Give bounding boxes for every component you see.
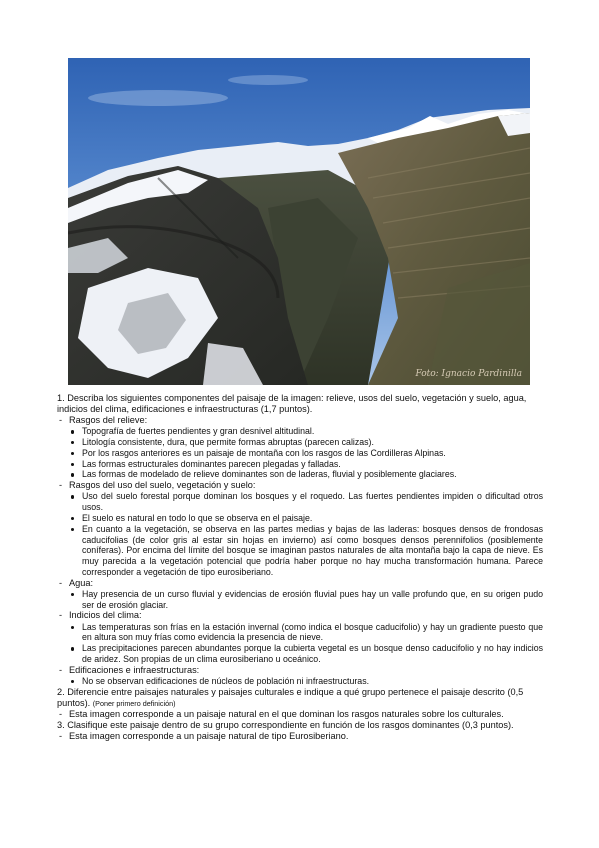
landscape-photo [68,58,530,385]
edificaciones-heading: - Edificaciones e infraestructuras: [57,665,543,676]
list-item: En cuanto a la vegetación, se observa en las partes medias y bajas de las laderas: bosques densos de frondosas caducifolias (de color gris al estar sin hojas en invierno) así como bosques densos perennifolios (posiblemente coníferas). Por encima del límite del bosque se imaginan pastos naturales de alta montaña bajo la capa de nieve. Es muy parecida a la vegetación potencial que podría haber porque no hay mucha transformación humana. Parece corresponder a vegetación de tipo eurosiberiano. [57,524,543,578]
agua-heading: - Agua: [57,578,543,589]
list-item: Las formas de modelado de relieve dominantes son de laderas, fluvial y posiblemente glaciares. [57,469,543,480]
list-item: Hay presencia de un curso fluvial y evidencias de erosión fluvial pues hay un valle profundo que, en su origen pudo ser de erosión glaciar. [57,589,543,611]
edificaciones-list [57,676,543,687]
uso-suelo-list [57,491,543,577]
relieve-section [57,415,543,426]
question-3-answer-list [57,731,543,742]
list-item: Litología consistente, dura, que permite formas abruptas (parecen calizas). [57,437,543,448]
list-item: Las precipitaciones parecen abundantes porque la cubierta vegetal es un bosque denso caducifolio y no hay indicios de aridez. Son propias de un clima eurosiberiano u oceánico. [57,643,543,665]
photo-credit: Foto: Ignacio Pardinilla [415,369,522,379]
mountain-valley-image [68,58,530,385]
agua-list [57,589,543,611]
clima-section [57,610,543,621]
relieve-heading: - Rasgos del relieve: [57,415,543,426]
clima-heading: - Indicios del clima: [57,610,543,621]
question-1-title: 1. Describa los siguientes componentes del paisaje de la imagen: relieve, usos del suelo, vegetación y suelo, agua, indicios del clima, edificaciones e infraestructuras (1,7 puntos). [57,393,527,415]
exam-text [57,393,543,742]
edificaciones-section [57,665,543,676]
list-item: Topografía de fuertes pendientes y gran desnivel altitudinal. [57,426,543,437]
list-item: El suelo es natural en todo lo que se observa en el paisaje. [57,513,543,524]
agua-section [57,578,543,589]
relieve-list [57,426,543,480]
list-item: Uso del suelo forestal porque dominan los bosques y el roquedo. Las fuertes pendientes impiden o dificultad otros usos. [57,491,543,513]
list-item: No se observan edificaciones de núcleos de población ni infraestructuras. [57,676,543,687]
question-3-title: 3. Clasifique este paisaje dentro de su grupo correspondiente en función de los rasgos dominantes (0,3 puntos). [57,719,514,730]
list-item: Las temperaturas son frías en la estación invernal (como indica el bosque caducifolio) y hay un gradiente puesto que en altura son muy frías como evidencia la presencia de nieve. [57,622,543,644]
uso-suelo-heading: - Rasgos del uso del suelo, vegetación y suelo: [57,480,543,491]
clima-list [57,622,543,665]
list-item: Por los rasgos anteriores es un paisaje de montaña con los rasgos de las Cordilleras Alpinas. [57,448,543,459]
uso-suelo-section [57,480,543,491]
question-3-answer: - Esta imagen corresponde a un paisaje natural de tipo Eurosiberiano. [57,731,543,742]
question-2-answer: - Esta imagen corresponde a un paisaje natural en el que dominan los rasgos naturales sobre los culturales. [57,709,543,720]
question-2-answer-list [57,709,543,720]
question-2-title [57,687,543,709]
list-item: Las formas estructurales dominantes parecen plegadas y falladas. [57,459,543,470]
question-2-text: 2. Diferencie entre paisajes naturales y paisajes culturales e indique a qué grupo pertenece el paisaje descrito (0,5 puntos). [57,686,524,708]
question-2-note: (Poner primero definición) [92,698,176,708]
